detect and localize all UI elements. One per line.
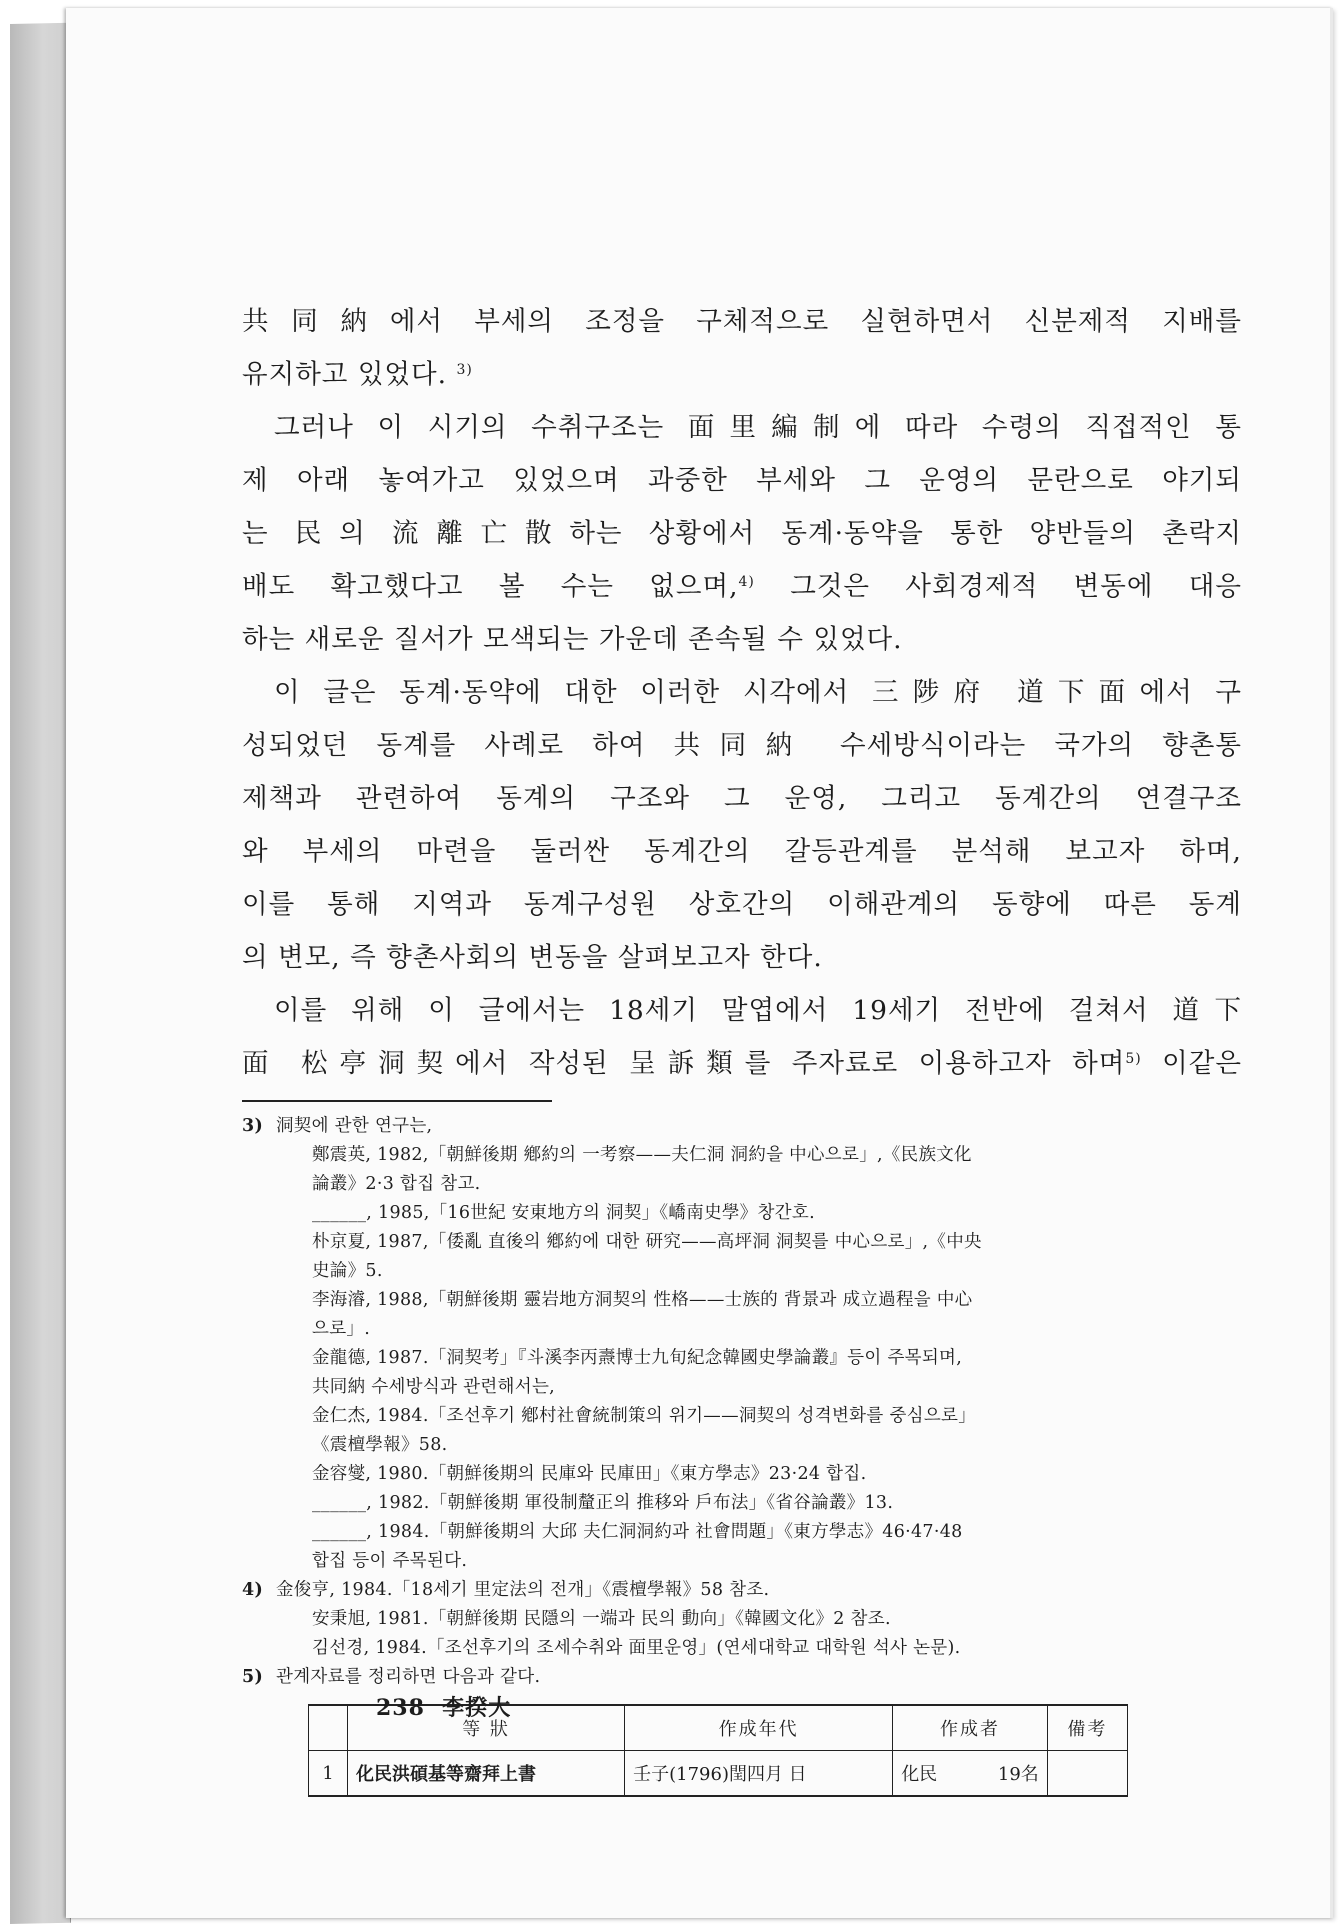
body-line: 의 변모, 즉 향촌사회의 변동을 살펴보고자 한다. — [242, 942, 823, 973]
body-line: 배도 확고했다고 볼 수는 없으며,$^{4)}$ 그것은 사회경제적 변동에 대응 — [242, 571, 1242, 602]
body-line: 제 아래 놓여가고 있었으며 과중한 부세와 그 운영의 문란으로 야기되 — [242, 465, 1242, 496]
footnote-line: 李海濬, 1988,「朝鮮後期 靈岩地方洞契의 性格——士族的 背景과 成立過程을 中心 — [312, 1290, 973, 1310]
footnote-number: 5) — [242, 1667, 264, 1687]
footnotes — [242, 1112, 1242, 1692]
footnote-line: 金龍德, 1987.「洞契考」『斗溪李丙燾博士九旬紀念韓國史學論叢』등이 주목되며, — [312, 1348, 963, 1368]
body-line: 와 부세의 마련을 둘러싼 동계간의 갈등관계를 분석해 보고자 하며, — [242, 836, 1242, 867]
table-cell — [1047, 1751, 1127, 1797]
table-header-cell: 作成者 — [893, 1705, 1048, 1751]
footnote-line: 論叢》2·3 합집 참고. — [312, 1174, 481, 1194]
footnote-line: 김선경, 1984.「조선후기의 조세수취와 面里운영」(연세대학교 대학원 석사 논문). — [312, 1638, 961, 1658]
footnote-5: 5) 관계자료를 정리하면 다음과 같다. — [242, 1663, 1242, 1692]
page-number: 238 — [376, 1695, 425, 1721]
book-page-edges — [10, 23, 71, 1924]
footnote-line: ______, 1984.「朝鮮後期의 大邱 夫仁洞洞約과 社會問題」《東方學志》46·47·48 — [312, 1522, 963, 1542]
footnote-line: ______, 1982.「朝鮮後期 軍役制釐正의 推移와 戶布法」《省谷論叢》13. — [312, 1493, 894, 1513]
footnote-divider — [242, 1100, 552, 1102]
footnote-line: 합집 등이 주목된다. — [312, 1551, 468, 1571]
footnote-line: 共同納 수세방식과 관련해서는, — [312, 1377, 556, 1397]
footnote-number: 3) — [242, 1116, 264, 1136]
body-line: 하는 새로운 질서가 모색되는 가운데 존속될 수 있었다. — [242, 624, 903, 655]
footnote-line: 安秉旭, 1981.「朝鮮後期 民隱의 一端과 民의 動向」《韓國文化》2 참조. — [312, 1609, 891, 1629]
body-line: 는 民의 流離亡散하는 상황에서 동계·동약을 통한 양반들의 촌락지 — [242, 518, 1242, 549]
body-line: 그러나 이 시기의 수취구조는 面里編制에 따라 수령의 직접적인 통 — [274, 412, 1242, 443]
footnote-line: 金容燮, 1980.「朝鮮後期의 民庫와 民庫田」《東方學志》23·24 합집. — [312, 1464, 867, 1484]
body-line: 성되었던 동계를 사례로 하여 共同納 수세방식이라는 국가의 향촌통 — [242, 730, 1242, 761]
table-cell: 19名 — [967, 1751, 1048, 1797]
table-header-cell: 作成年代 — [625, 1705, 893, 1751]
footnote-ref: 3) — [456, 362, 473, 378]
body-line: 제책과 관련하여 동계의 구조와 그 운영, 그리고 동계간의 연결구조 — [242, 783, 1242, 814]
table-header-cell: 等 狀 — [348, 1705, 625, 1751]
table-cell: 1 — [309, 1751, 348, 1797]
footnote-line: 史論》5. — [312, 1261, 383, 1281]
page-footer — [376, 1691, 511, 1722]
footnote-line: ______, 1985,「16世紀 安東地方의 洞契」《嶠南史學》창간호. — [312, 1203, 815, 1223]
footnote-3: 3) 洞契에 관한 연구는, — [242, 1112, 1242, 1141]
table-cell: 化民洪碩基等齋拜上書 — [348, 1751, 625, 1797]
body-line: 共同納에서 부세의 조정을 구체적으로 실현하면서 신분제적 지배를 — [242, 306, 1242, 337]
body-line: 이를 위해 이 글에서는 18세기 말엽에서 19세기 전반에 걸쳐서 道下 — [274, 995, 1242, 1026]
table-header-cell — [309, 1705, 348, 1751]
footnote-line: 朴京夏, 1987,「倭亂 直後의 鄕約에 대한 研究——高坪洞 洞契를 中心으로」,《中央 — [312, 1232, 982, 1252]
body-line: 유지하고 있었다. $^{3)}$ — [242, 359, 473, 390]
book-page — [66, 8, 1333, 1918]
table-header-cell: 備考 — [1047, 1705, 1127, 1751]
footnote-ref: 5) — [1125, 1051, 1142, 1067]
body-line: 이를 통해 지역과 동계구성원 상호간의 이해관계의 동향에 따른 동계 — [242, 889, 1242, 920]
table-cell: 化民 — [893, 1751, 967, 1797]
footnote-line: 鄭震英, 1982,「朝鮮後期 鄕約의 一考察——夫仁洞 洞約을 中心으로」,《民族文化 — [312, 1145, 972, 1165]
footnote-ref: 4) — [738, 574, 755, 590]
footnote-line: 金仁杰, 1984.「조선후기 鄕村社會統制策의 위기——洞契의 성격변화를 중심으로」 — [312, 1406, 977, 1426]
table-row — [309, 1751, 1128, 1797]
page-content — [242, 295, 1242, 1797]
running-author: 李揆大 — [442, 1695, 512, 1721]
body-line: 이 글은 동계·동약에 대한 이러한 시각에서 三陟府 道下面에서 구 — [274, 677, 1242, 708]
footnote-number: 4) — [242, 1580, 264, 1600]
body-line: 面 松亭洞契에서 작성된 呈訴類를 주자료로 이용하고자 하며$^{5)}$ 이같은 — [242, 1048, 1242, 1079]
table-cell: 壬子(1796)閏四月 日 — [625, 1751, 893, 1797]
footnote-line: 으로」. — [312, 1319, 371, 1339]
body-text — [242, 295, 1242, 1090]
footnote-4: 4) 金俊亨, 1984.「18세기 里定法의 전개」《震檀學報》58 참조. — [242, 1576, 1242, 1605]
footnote-line: 《震檀學報》58. — [312, 1435, 448, 1455]
